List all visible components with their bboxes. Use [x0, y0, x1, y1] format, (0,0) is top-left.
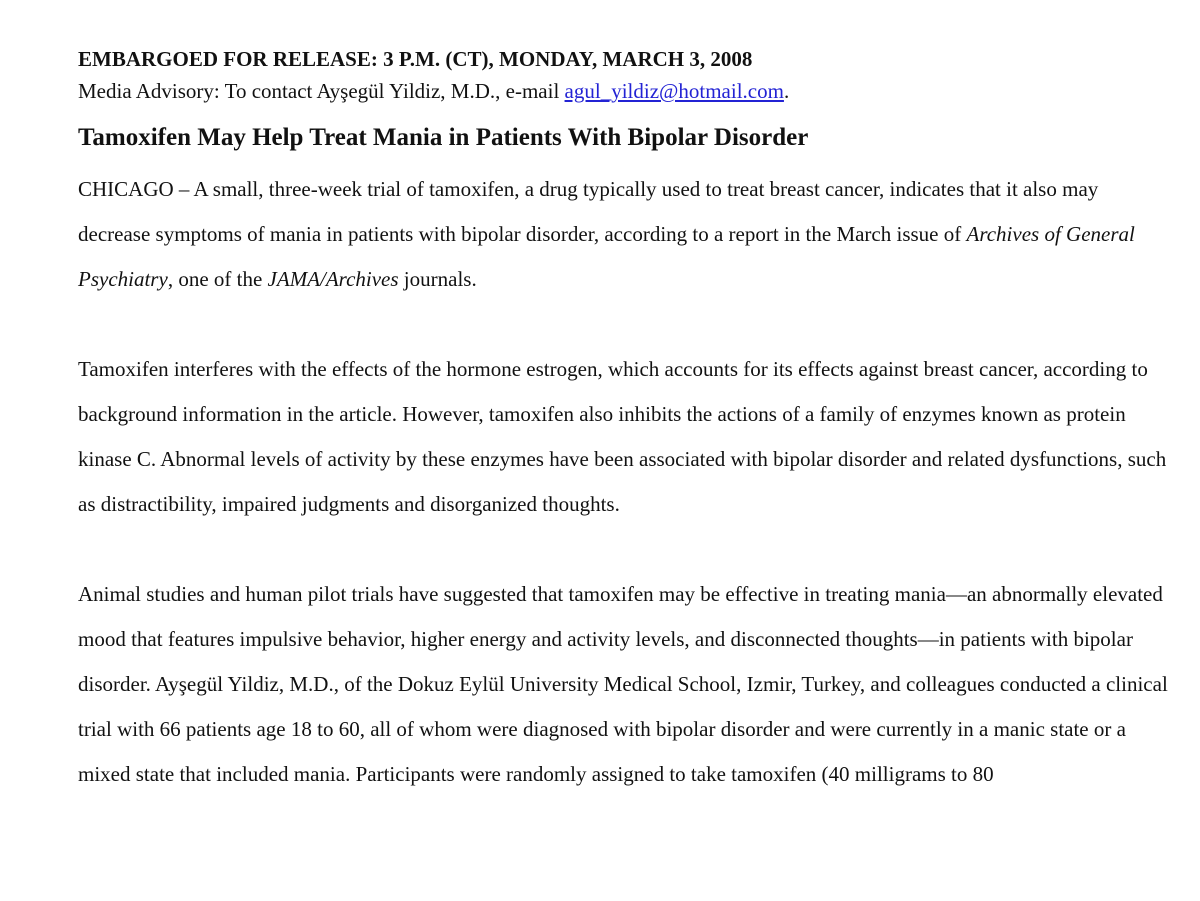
contact-email-link[interactable]: agul_yildiz@hotmail.com	[564, 79, 784, 103]
embargo-line: EMBARGOED FOR RELEASE: 3 P.M. (CT), MONDAY, MARCH 3, 2008	[78, 47, 753, 71]
paragraph-3: Animal studies and human pilot trials have suggested that tamoxifen may be effective in treating mania—an abnormally elevated mood that features impulsive behavior, higher energy and activity levels, and disconnected thoughts—in patients with bipolar disorder. Ayşegül Yildiz, M.D., of the Dokuz Eylül University Medical School, Izmir, Turkey, and colleagues conducted a clinical trial with 66 patients age 18 to 60, all of whom were diagnosed with bipolar disorder and were currently in a manic state or a mixed state that included mania. Participants were randomly assigned to take tamoxifen (40 milligrams to 80	[78, 582, 1168, 786]
paragraph-2: Tamoxifen interferes with the effects of the hormone estrogen, which accounts for its effects against breast cancer, according to background information in the article. However, tamoxifen also inhibits the actions of a family of enzymes known as protein kinase C. Abnormal levels of activity by these enzymes have been associated with bipolar disorder and related dysfunctions, such as distractibility, impaired judgments and disorganized thoughts.	[78, 357, 1167, 516]
journal-name: Archives of General Psychiatry	[78, 222, 1135, 291]
paragraph-1	[78, 167, 1168, 302]
advisory-period: .	[783, 79, 790, 103]
media-advisory-line	[78, 76, 1168, 106]
journal-family-name: JAMA/Archives	[267, 267, 399, 291]
advisory-text: Media Advisory: To contact Ayşegül Yildiz, M.D., e-mail	[78, 79, 565, 103]
press-release-document	[78, 42, 1168, 797]
paragraph-1-text-a: CHICAGO – A small, three-week trial of tamoxifen, a drug typically used to treat breast cancer, indicates that it also may decrease symptoms of mania in patients with bipolar disorder, according to a report in the March issue of	[78, 177, 1099, 246]
paragraph-1-text-c: journals.	[398, 267, 477, 291]
article-headline: Tamoxifen May Help Treat Mania in Patients With Bipolar Disorder	[78, 124, 809, 151]
paragraph-1-text-b: , one of the	[167, 267, 268, 291]
